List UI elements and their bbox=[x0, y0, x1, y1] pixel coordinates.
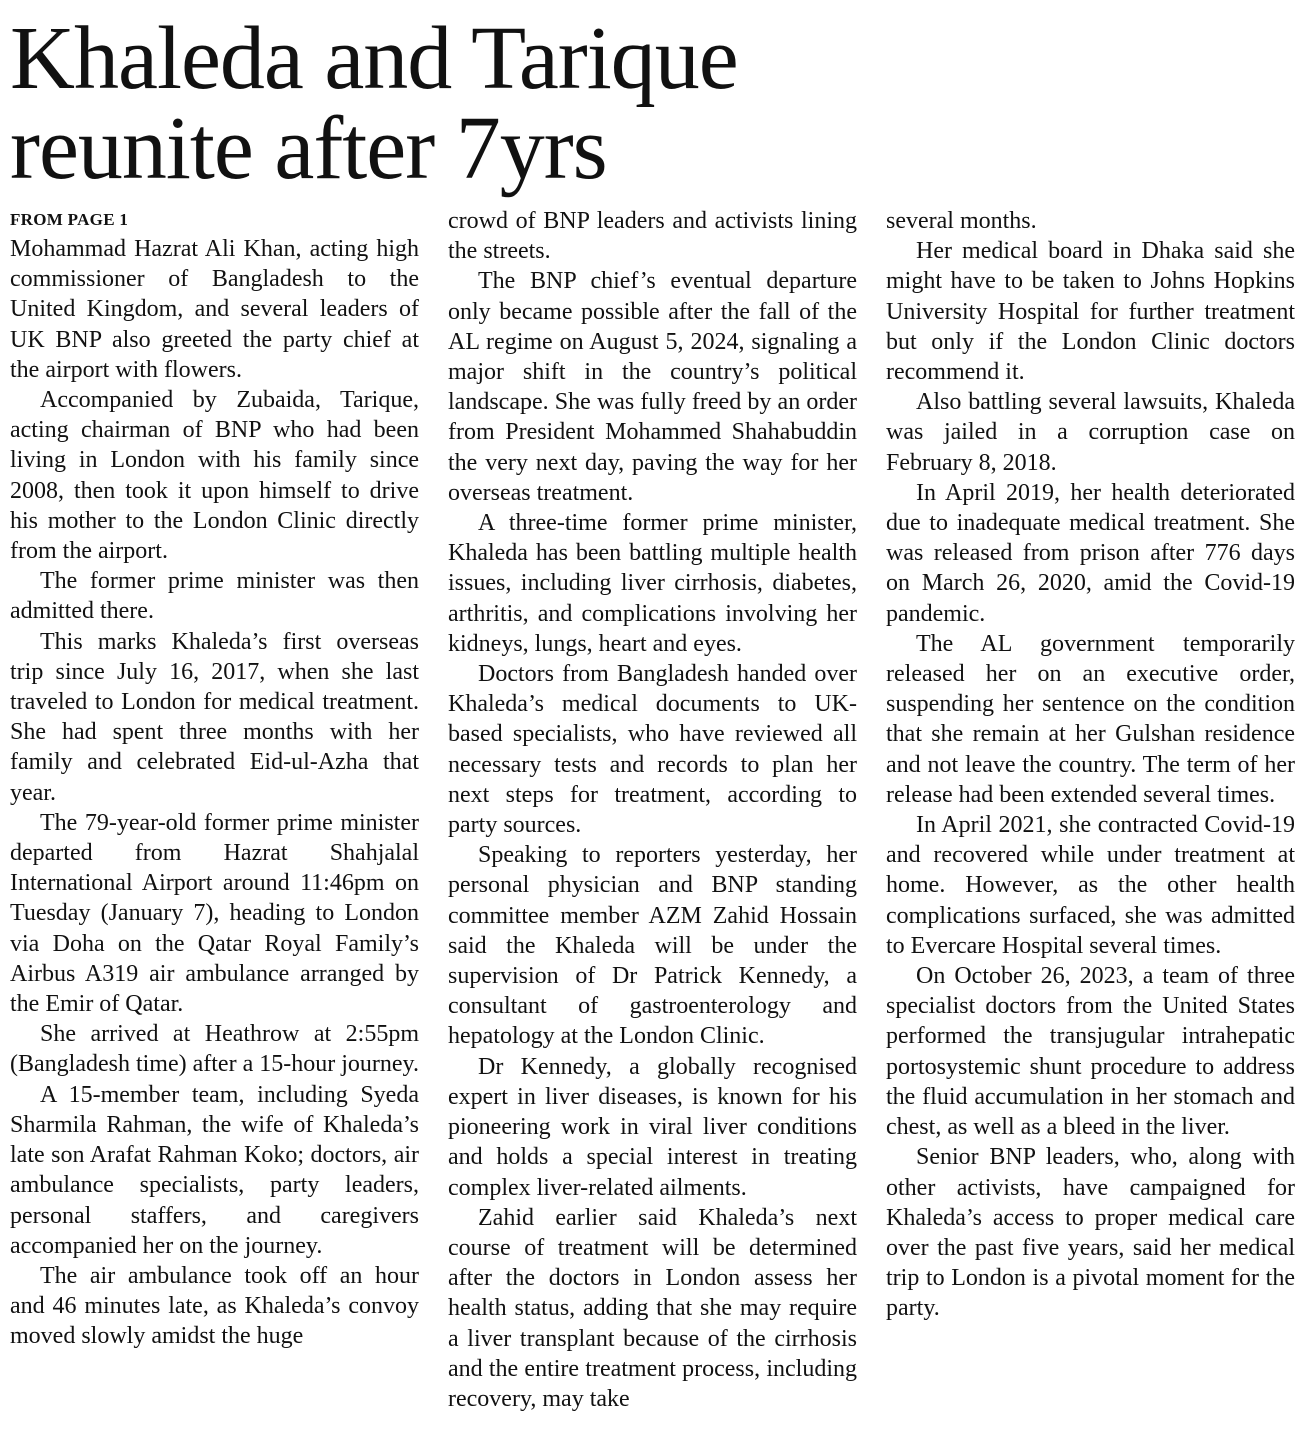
paragraph: Speaking to reporters yesterday, her personal physician and BNP standing committee member AZM Zahid Hossain said the Khaleda will be under the supervision of Dr Patrick Kennedy, a consultant of gastroenterology and hepatology at the London Clinic. bbox=[448, 842, 857, 1050]
paragraph: Mohammad Hazrat Ali Khan, acting high commissioner of Bangladesh to the United Kingdom, and several leaders of UK BNP also greeted the party chief at the airport with flowers. bbox=[10, 236, 419, 383]
paragraph: Her medical board in Dhaka said she might have to be taken to Johns Hopkins University Hospital for further treatment but only if the London Clinic doctors recommend it. bbox=[886, 238, 1295, 386]
paragraph: Accompanied by Zubaida, Tarique, acting chairman of BNP who had been living in London with his family since 2008, then took it upon himself to drive his mother to the London Clinic directly from the airport. bbox=[10, 387, 419, 565]
paragraph: She arrived at Heathrow at 2:55pm (Bangladesh time) after a 15-hour journey. bbox=[10, 1021, 419, 1078]
paragraph: crowd of BNP leaders and activists lining the streets. bbox=[448, 208, 857, 265]
paragraph: The former prime minister was then admitted there. bbox=[10, 568, 419, 625]
paragraph: On October 26, 2023, a team of three specialist doctors from the United States performed the transjugular intrahepatic portosystemic shunt procedure to address the fluid accumulation in her stomach and chest, as well as a bleed in the liver. bbox=[886, 963, 1295, 1141]
paragraph: A 15-member team, including Syeda Sharmila Rahman, the wife of Khaleda’s late son Arafat Rahman Koko; doctors, air ambulance specialists, party leaders, personal staffers, and caregivers accompanied her on the journey. bbox=[10, 1081, 419, 1259]
paragraph: The AL government temporarily released her on an executive order, suspending her sentence on the condition that she remain at her Gulshan residence and not leave the country. The term of her release had been extended several times. bbox=[886, 630, 1295, 808]
headline bbox=[10, 9, 1110, 198]
paragraph: Also battling several lawsuits, Khaleda was jailed in a corruption case on February 8, 2018. bbox=[886, 389, 1295, 476]
paragraph: This marks Khaleda’s first overseas trip since July 16, 2017, when she last traveled to London for medical treatment. She had spent three months with her family and celebrated Eid-ul-Azha that year. bbox=[10, 628, 419, 806]
continuation-kicker: FROM PAGE 1 bbox=[10, 210, 129, 229]
paragraph: A three-time former prime minister, Khaleda has been battling multiple health issues, including liver cirrhosis, diabetes, arthritis, and complications involving her kidneys, lungs, heart and eyes. bbox=[448, 510, 857, 657]
paragraph: The BNP chief’s eventual departure only became possible after the fall of the AL regime on August 5, 2024, signaling a major shift in the country’s political landscape. She was fully freed by an order from President Mohammed Shahabuddin the very next day, paving the way for her overseas treatment. bbox=[448, 268, 857, 506]
paragraph: The air ambulance took off an hour and 46 minutes late, as Khaleda’s convoy moved slowly amidst the huge bbox=[10, 1262, 419, 1350]
paragraph: several months. bbox=[886, 208, 1037, 234]
paragraph: Dr Kennedy, a globally recognised expert in liver diseases, is known for his pioneering work in viral liver conditions and holds a special interest in treating complex liver-related ailments. bbox=[448, 1053, 857, 1201]
article-column-2 bbox=[448, 206, 857, 1446]
article-column-3 bbox=[886, 206, 1295, 1446]
paragraph: The 79-year-old former prime minister departed from Hazrat Shahjalal International Airport around 11:46pm on Tuesday (January 7), heading to London via Doha on the Qatar Royal Family’s Airbus A319 air ambulance arranged by the Emir of Qatar. bbox=[10, 809, 419, 1018]
article-column-1 bbox=[10, 206, 419, 1446]
paragraph: In April 2019, her health deteriorated due to inadequate medical treatment. She was released from prison after 776 days on March 26, 2020, amid the Covid-19 pandemic. bbox=[886, 479, 1295, 627]
headline-line-1: Khaleda and Tarique bbox=[10, 9, 738, 108]
paragraph: Doctors from Bangladesh handed over Khaleda’s medical documents to UK-based specialists, who have reviewed all necessary tests and records to plan her next steps for treatment, according to party sources. bbox=[448, 661, 857, 839]
paragraph: In April 2021, she contracted Covid-19 and recovered while under treatment at home. However, as the other health complications surfaced, she was admitted to Evercare Hospital several times. bbox=[886, 812, 1295, 959]
paragraph: Senior BNP leaders, who, along with other activists, have campaigned for Khaleda’s access to proper medical care over the past five years, said her medical trip to London is a pivotal moment for the party. bbox=[886, 1144, 1295, 1322]
headline-line-2: reunite after 7yrs bbox=[10, 99, 607, 198]
paragraph: Zahid earlier said Khaleda’s next course of treatment will be determined after the doctors in London assess her health status, adding that she may require a liver transplant because of the cirrhosis and the entire treatment process, including recovery, may take bbox=[448, 1204, 857, 1412]
